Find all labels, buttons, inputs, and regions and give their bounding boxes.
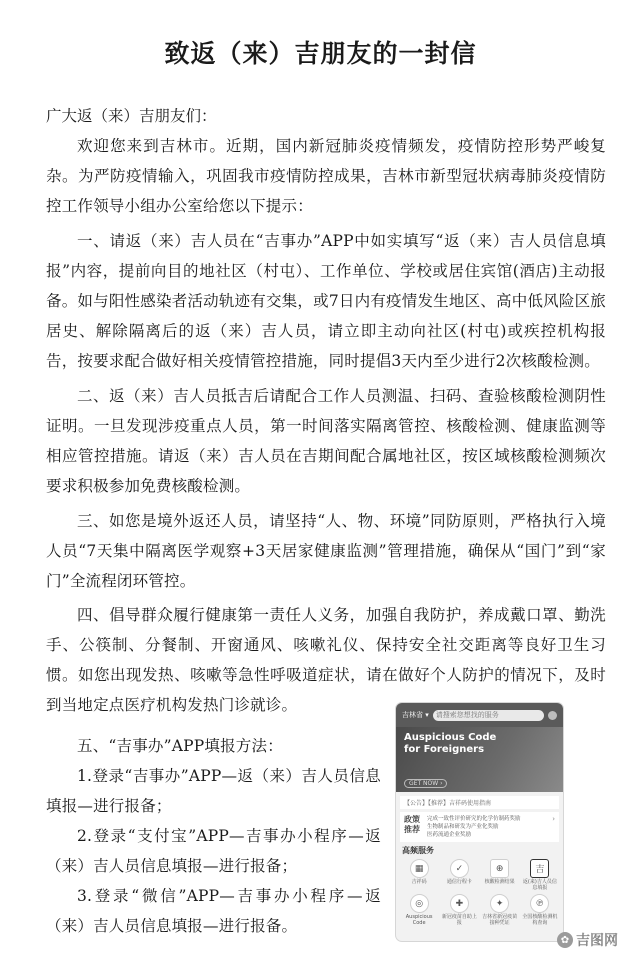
banner-line-2: for Foreigners [404, 744, 485, 755]
app-method-heading: 五、“吉事办”APP填报方法： [77, 737, 283, 755]
app-top-bar [396, 703, 563, 727]
service-label: 全国核酸检测机构查询 [522, 914, 558, 926]
chevron-right-icon[interactable]: › [552, 815, 555, 823]
service-nucleic-result[interactable] [481, 859, 519, 891]
target-icon: ◎ [410, 894, 429, 913]
medical-cross-icon: ✚ [450, 894, 469, 913]
service-return-info-report[interactable] [521, 859, 559, 891]
policy-item[interactable]: 生物制品和研发为产业化奖励 [427, 824, 499, 830]
policy-label: 政策推荐 [404, 815, 420, 834]
location-pin-icon: ℗ [530, 894, 549, 913]
city-selector[interactable]: 吉林省 ▾ [402, 711, 429, 719]
app-search-box[interactable] [433, 710, 544, 721]
policy-item[interactable]: 完成一致性评价研究的化学仿制药奖励 [427, 816, 521, 822]
paragraph-four: 四、倡导群众履行健康第一责任人义务，加强自我防护，养成戴口罩、勤洗手、公筷制、分餐制、开窗通风、咳嗽礼仪、保持安全社交距离等良好卫生习惯。如您出现发热、咳嗽等急性呼吸道症状，请在做好个人防护的情况下，及时到当地定点医疗机构发热门诊就诊。 [46, 606, 606, 714]
watermark-logo-icon: ✿ [557, 932, 573, 948]
app-search-placeholder: 请搜索您想找的服务 [435, 711, 499, 719]
certificate-icon: ✦ [490, 894, 509, 913]
banner-line-1: Auspicious Code [404, 732, 497, 743]
greeting: 广大返（来）吉朋友们： [46, 107, 217, 125]
letter-title: 致返（来）吉朋友的一封信 [164, 39, 477, 68]
service-label: 返(来)吉人员信息填报 [522, 879, 557, 891]
form-icon: 吉 [530, 859, 549, 878]
app-step-3: 3.登录“微信”APP—吉事办小程序—返（来）吉人员信息填报—进行报备。 [46, 887, 381, 935]
paragraph-intro: 欢迎您来到吉林市。近期，国内新冠肺炎疫情频发，疫情防控形势严峻复杂。为严防疫情输入，巩固我市疫情防控成果，吉林市新型冠状病毒肺炎疫情防控工作领导小组办公室给您以下提示： [46, 137, 606, 215]
get-now-button[interactable]: GET NOW › [404, 779, 447, 788]
service-label: 新冠疫苗自助上报 [441, 914, 477, 926]
app-screenshot [396, 703, 563, 941]
policy-list [427, 815, 521, 839]
service-vaccine-certificate[interactable] [481, 894, 519, 926]
app-step-2: 2.登录“支付宝”APP—吉事办小程序—返（来）吉人员信息填报—进行报备； [46, 827, 381, 875]
report-icon: ⊕ [490, 859, 509, 878]
paragraph-three: 三、如您是境外返还人员，请坚持“人、物、环境”同防原则，严格执行入境人员“7天集中隔离医学观察+3天居家健康监测”管理措施，确保从“国门”到“家门”全流程闭环管控。 [46, 512, 606, 590]
policy-recommend[interactable] [400, 812, 559, 842]
service-label: 核酸检测结果 [484, 879, 515, 885]
service-auspicious-code[interactable] [400, 859, 438, 891]
app-step-1: 1.登录“吉事办”APP—返（来）吉人员信息填报—进行报备； [46, 767, 381, 815]
check-icon: ✓ [450, 859, 469, 878]
notice-bar[interactable]: 【公告】【推荐】吉祥码使用指南 [400, 796, 559, 809]
service-auspicious-code-en[interactable] [400, 894, 438, 926]
service-grid [396, 856, 563, 929]
watermark [557, 930, 618, 950]
high-frequency-title: 高频服务 [402, 846, 434, 855]
service-travel-card[interactable] [440, 859, 478, 891]
auspicious-code-banner[interactable] [396, 727, 563, 792]
paragraph-one: 一、请返（来）吉人员在“吉事办”APP中如实填写“返（来）吉人员信息填报”内容，提前向目的地社区（村屯）、工作单位、学校或居住宾馆(酒店)主动报备。如与阳性感染者活动轨迹有交集，或7日内有疫情发生地区、高中低风险区旅居史、解除隔离后的返（来）吉人员，请立即主动向社区(村屯)或疾控机构报告，按要求配合做好相关疫情管控措施，同时提倡3天内至少进行2次核酸检测。 [46, 232, 606, 370]
service-label: 吉林省新冠疫苗接种凭证 [482, 914, 518, 926]
watermark-text: 吉图网 [576, 933, 618, 949]
qr-code-icon: ▦ [410, 859, 429, 878]
service-label: 通信行程卡 [446, 879, 472, 885]
service-label: 吉祥码 [411, 879, 427, 885]
service-label: Auspicious Code [405, 914, 433, 926]
service-test-institution[interactable] [521, 894, 559, 926]
policy-item[interactable]: 医药流通企业奖励 [427, 832, 472, 838]
message-icon[interactable] [548, 711, 557, 720]
paragraph-two: 二、返（来）吉人员抵吉后请配合工作人员测温、扫码、查验核酸检测阴性证明。一旦发现涉疫重点人员，第一时间落实隔离管控、核酸检测、健康监测等相应管控措施。请返（来）吉人员在吉期间配合属地社区，按区域核酸检测频次要求积极参加免费核酸检测。 [46, 387, 606, 495]
service-vaccine-report[interactable] [440, 894, 478, 926]
